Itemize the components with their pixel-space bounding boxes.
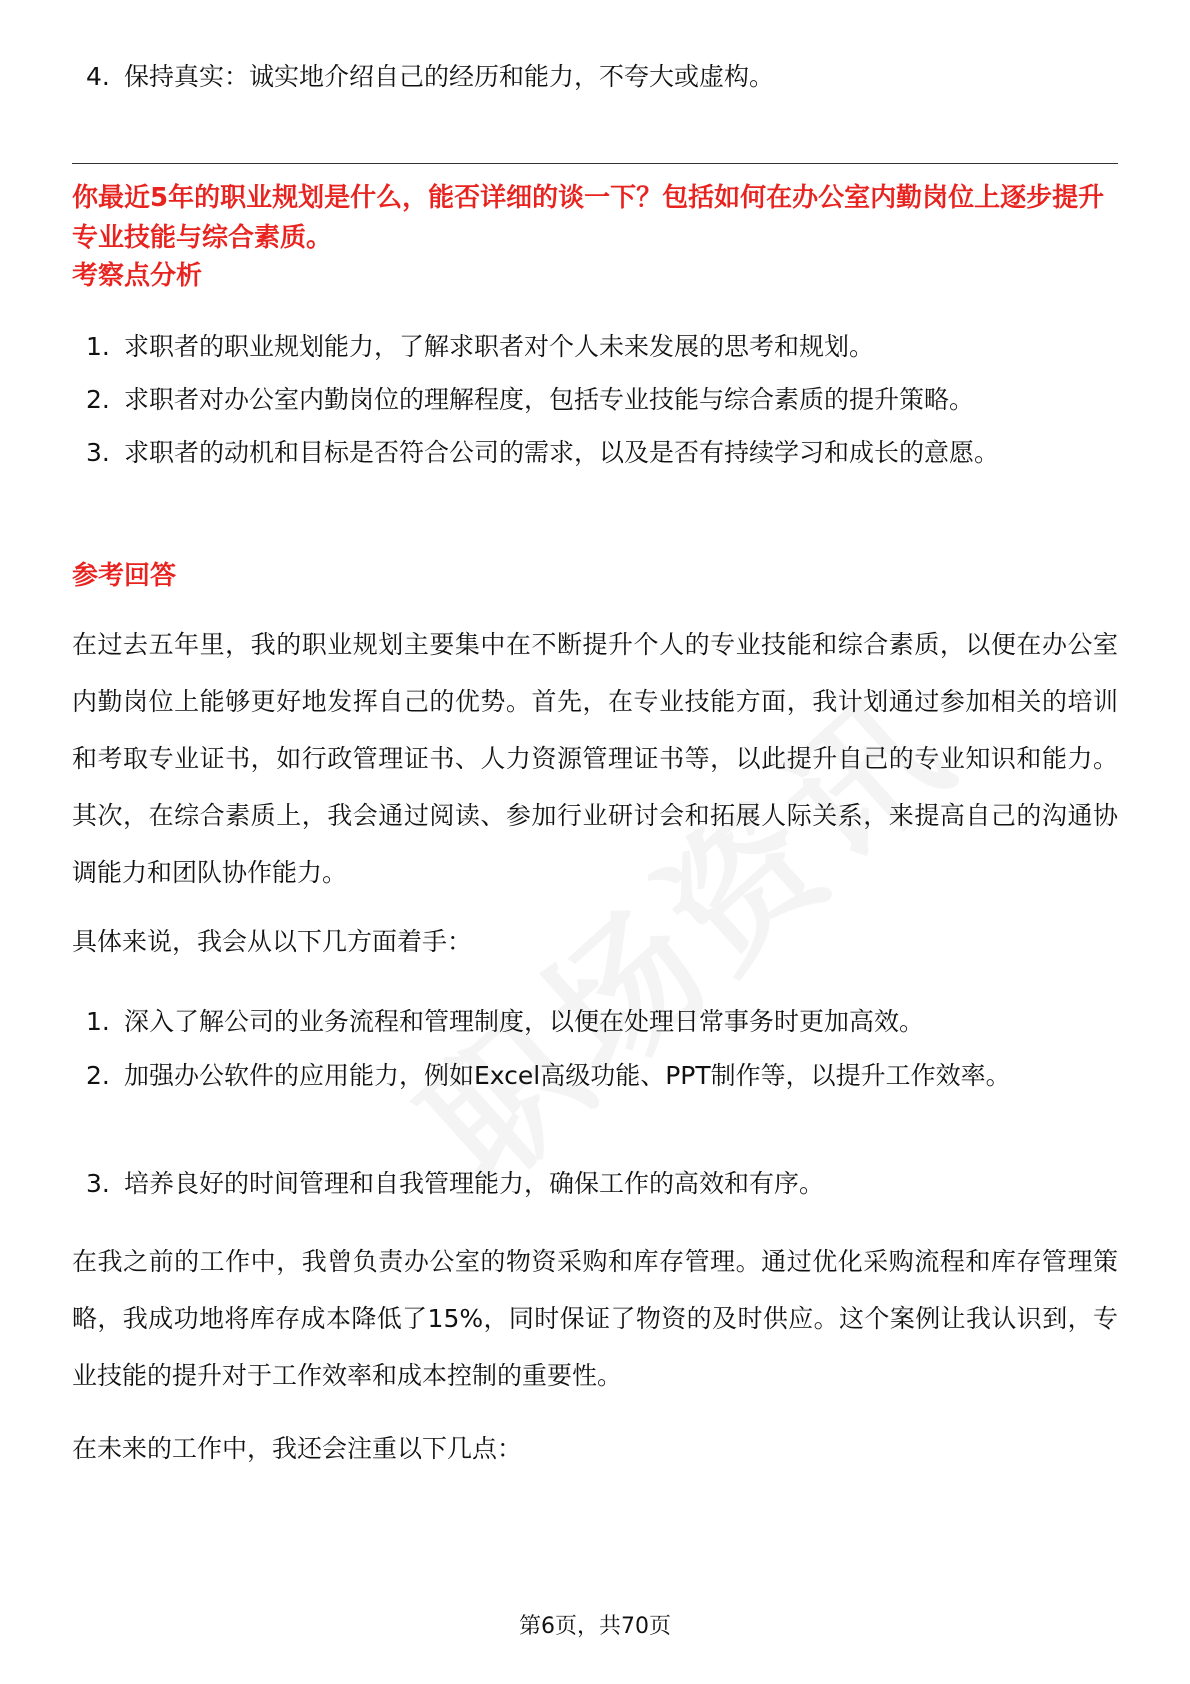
list-item-text: 保持真实：诚实地介绍自己的经历和能力，不夸大或虚构。 <box>124 62 775 91</box>
answer-heading: 参考回答 <box>72 561 177 591</box>
answer-paragraph: 在过去五年里，我的职业规划主要集中在不断提升个人的专业技能和综合素质，以便在办公室内勤岗位上能够更好地发挥自己的优势。首先，在专业技能方面，我计划通过参加相关的培训和考取专业证书，如行政管理证书、人力资源管理证书等，以此提升自己的专业知识和能力。其次，在综合素质上，我会通过阅读、参加行业研讨会和拓展人际关系，来提高自己的沟通协调能力和团队协作能力。 <box>72 630 1118 887</box>
answer-paragraph: 在我之前的工作中，我曾负责办公室的物资采购和库存管理。通过优化采购流程和库存管理策略，我成功地将库存成本降低了15%，同时保证了物资的及时供应。这个案例让我认识到，专业技能的提升对于工作效率和成本控制的重要性。 <box>72 1247 1118 1390</box>
answer-paragraph: 在未来的工作中，我还会注重以下几点： <box>72 1434 523 1463</box>
section-divider <box>72 163 1118 164</box>
list-item-text: 求职者的动机和目标是否符合公司的需求，以及是否有持续学习和成长的意愿。 <box>124 438 1000 467</box>
page-footer: 第6页，共70页 <box>519 1614 671 1639</box>
answer-paragraph: 具体来说，我会从以下几方面着手： <box>72 927 473 956</box>
list-item-number: 4. <box>86 62 110 91</box>
list-item-number: 1. <box>86 332 110 361</box>
list-item-text: 深入了解公司的业务流程和管理制度，以便在处理日常事务时更加高效。 <box>124 1007 925 1036</box>
list-item-number: 3. <box>86 1169 110 1198</box>
list-item-number: 2. <box>86 385 110 414</box>
list-item-number: 1. <box>86 1007 110 1036</box>
list-item-number: 2. <box>86 1061 110 1090</box>
analysis-heading: 考察点分析 <box>72 261 203 291</box>
list-item-text: 求职者的职业规划能力，了解求职者对个人未来发展的思考和规划。 <box>124 332 875 361</box>
list-item-number: 3. <box>86 438 110 467</box>
list-item-text: 求职者对办公室内勤岗位的理解程度，包括专业技能与综合素质的提升策略。 <box>124 385 975 414</box>
list-item-text: 培养良好的时间管理和自我管理能力，确保工作的高效和有序。 <box>124 1169 825 1198</box>
document-page <box>72 0 1118 1684</box>
list-item-text: 加强办公软件的应用能力，例如Excel高级功能、PPT制作等，以提升工作效率。 <box>124 1061 1011 1090</box>
question-title: 你最近5年的职业规划是什么，能否详细的谈一下？包括如何在办公室内勤岗位上逐步提升专业技能与综合素质。 <box>72 183 1105 253</box>
